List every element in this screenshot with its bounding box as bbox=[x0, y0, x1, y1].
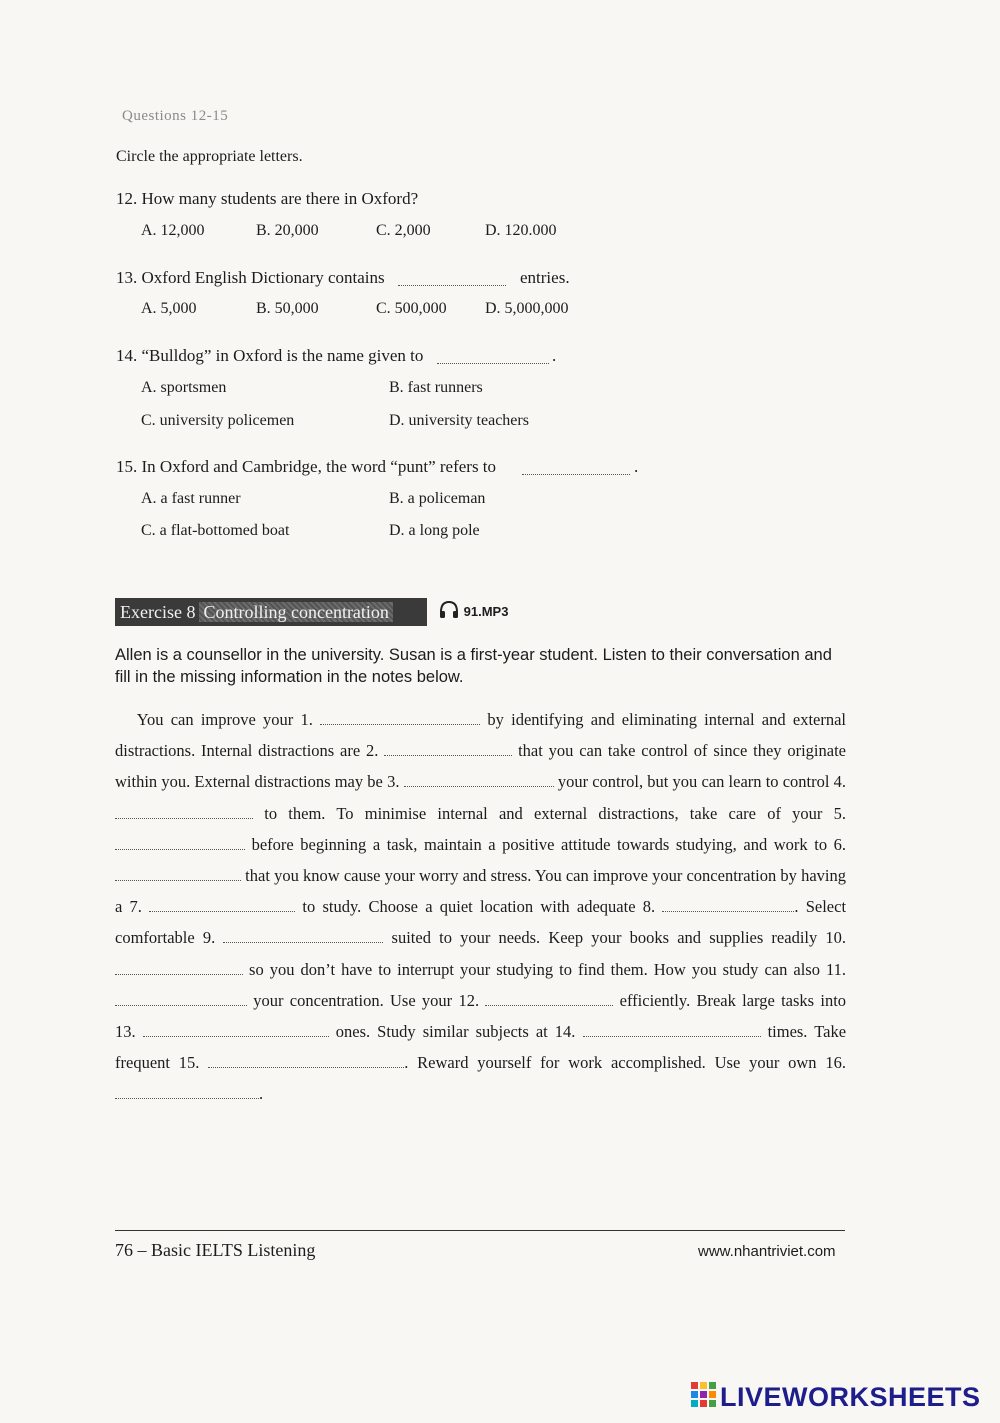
gap-13[interactable] bbox=[143, 1024, 329, 1037]
footer-page-label: 76 – Basic IELTS Listening bbox=[115, 1240, 316, 1260]
gap-9[interactable] bbox=[223, 930, 383, 943]
gap-6[interactable] bbox=[115, 868, 241, 881]
q12-option-d[interactable]: D. 120.000 bbox=[485, 222, 557, 239]
text-seg-7: that you know cause your worry and stress. You can improve your concentration by having a 7. bbox=[115, 866, 847, 917]
question-13-stem: 13. Oxford English Dictionary contains bbox=[116, 268, 385, 287]
q13-blank bbox=[398, 273, 506, 286]
text-seg-13: efficiently. Break large tasks into 13. bbox=[115, 990, 847, 1042]
instruction: Circle the appropriate letters. bbox=[116, 148, 303, 165]
gap-3[interactable] bbox=[404, 774, 554, 787]
gap-4[interactable] bbox=[115, 806, 253, 819]
text-seg-1: You can improve your 1. bbox=[136, 710, 313, 729]
question-15-stem: 15. In Oxford and Cambridge, the word “punt” refers to bbox=[116, 457, 497, 476]
footer-divider bbox=[115, 1230, 845, 1231]
gap-15[interactable] bbox=[208, 1055, 404, 1068]
q15-option-a[interactable]: A. a fast runner bbox=[141, 490, 241, 507]
text-seg-16: . Reward yourself for work accomplished. Use your own 16. bbox=[404, 1053, 846, 1073]
q14-option-c[interactable]: C. university policemen bbox=[141, 412, 295, 429]
footer-website: www.nhantriviet.com bbox=[698, 1243, 836, 1260]
liveworksheets-logo bbox=[690, 1380, 981, 1414]
exercise-header bbox=[115, 598, 427, 626]
text-seg-8: to study. Choose a quiet location with adequate 8. bbox=[302, 897, 656, 917]
liveworksheets-logo-icon bbox=[690, 1381, 718, 1409]
text-seg-14: ones. Study similar subjects at 14. bbox=[335, 1022, 576, 1042]
exercise-title: Controlling concentration bbox=[199, 602, 392, 622]
question-15-suffix: . bbox=[634, 457, 639, 476]
q12-option-b[interactable]: B. 20,000 bbox=[256, 222, 319, 239]
exercise-intro: Allen is a counsellor in the university. Susan is a first-year student. Listen to their conversation and fill in the missing information in the notes below. bbox=[115, 646, 832, 686]
exercise-label: Exercise 8 bbox=[120, 602, 196, 622]
q13-option-b[interactable]: B. 50,000 bbox=[256, 300, 319, 317]
text-seg-6: before beginning a task, maintain a positive attitude towards studying, and work to 6. bbox=[251, 834, 847, 854]
gap-5[interactable] bbox=[115, 837, 245, 850]
q12-option-c[interactable]: C. 2,000 bbox=[376, 222, 431, 239]
gap-11[interactable] bbox=[115, 993, 247, 1006]
gap-8[interactable] bbox=[662, 899, 794, 912]
text-seg-2: by identifying and eliminating internal and external distractions. Internal distractions are 2. bbox=[115, 710, 847, 761]
gap-14[interactable] bbox=[583, 1024, 761, 1037]
q15-option-d[interactable]: D. a long pole bbox=[389, 522, 480, 539]
text-seg-17: . bbox=[259, 1084, 264, 1104]
q12-option-a[interactable]: A. 12,000 bbox=[141, 222, 205, 239]
question-12-stem: 12. How many students are there in Oxford? bbox=[116, 189, 419, 208]
text-seg-12: your concentration. Use your 12. bbox=[253, 990, 480, 1010]
notes-paragraph bbox=[115, 704, 846, 1110]
audio-file-label: 91.MP3 bbox=[463, 604, 509, 619]
q15-option-b[interactable]: B. a policeman bbox=[389, 490, 486, 507]
q14-option-a[interactable]: A. sportsmen bbox=[141, 379, 227, 396]
text-seg-15: times. Take frequent 15. bbox=[115, 1022, 847, 1073]
gap-12[interactable] bbox=[485, 993, 613, 1006]
q15-blank bbox=[522, 462, 630, 475]
gap-2[interactable] bbox=[384, 743, 512, 756]
text-seg-3: that you can take control of since they originate within you. External distractions may be 3. bbox=[115, 741, 846, 792]
gap-7[interactable] bbox=[149, 899, 295, 912]
text-seg-5: to them. To minimise internal and external distractions, take care of your 5. bbox=[264, 803, 847, 823]
question-14-stem: 14. “Bulldog” in Oxford is the name given to bbox=[116, 346, 424, 365]
q13-option-d[interactable]: D. 5,000,000 bbox=[485, 300, 569, 317]
text-seg-11: so you don’t have to interrupt your studying to find them. How you study can also 11. bbox=[249, 959, 846, 979]
q14-blank bbox=[437, 351, 549, 364]
question-14-suffix: . bbox=[552, 346, 557, 365]
text-seg-9: . Select comfortable 9. bbox=[115, 897, 847, 948]
gap-1[interactable] bbox=[320, 712, 480, 725]
q14-option-b[interactable]: B. fast runners bbox=[389, 379, 483, 396]
question-13-suffix: entries. bbox=[520, 268, 570, 287]
q14-option-d[interactable]: D. university teachers bbox=[389, 412, 529, 429]
text-seg-10: suited to your needs. Keep your books and supplies readily 10. bbox=[391, 928, 847, 948]
q15-option-c[interactable]: C. a flat-bottomed boat bbox=[141, 522, 290, 539]
q13-option-a[interactable]: A. 5,000 bbox=[141, 300, 197, 317]
section-title: Questions 12-15 bbox=[122, 108, 229, 124]
q13-option-c[interactable]: C. 500,000 bbox=[376, 300, 447, 317]
gap-16[interactable] bbox=[115, 1086, 259, 1099]
headphones-icon bbox=[438, 604, 464, 619]
liveworksheets-wordmark: LIVEWORKSHEETS bbox=[720, 1382, 981, 1412]
gap-10[interactable] bbox=[115, 962, 243, 975]
text-seg-4: your control, but you can learn to control 4. bbox=[557, 772, 847, 792]
audio-reference[interactable] bbox=[438, 598, 508, 626]
